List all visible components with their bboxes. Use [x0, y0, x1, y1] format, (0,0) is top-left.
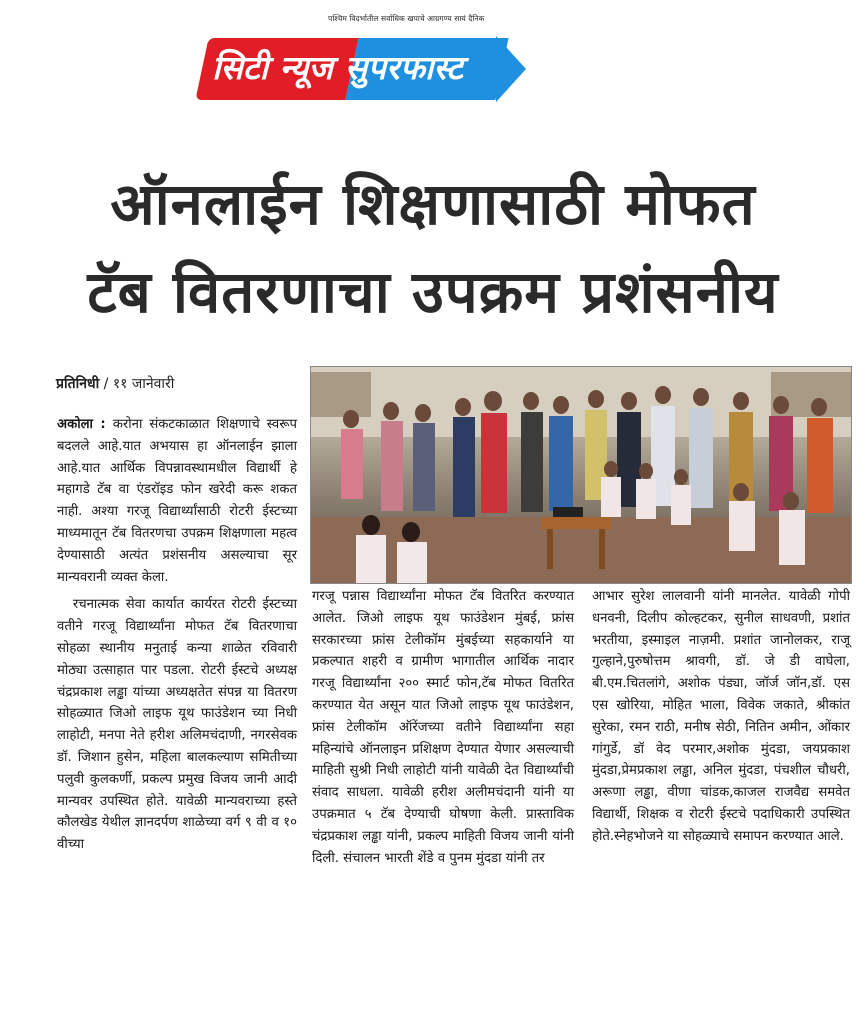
- article-paragraph-2: रचनात्मक सेवा कार्यात कार्यरत रोटरी ईस्टच्या वतीने गरजू विद्यार्थ्यांना मोफत टॅब वितरणाचा सोहळा स्थानीय मनुताई कन्या शाळेत रविवारी मोठ्या उत्साहात पार पडला. रोटरी ईस्टचे अध्यक्ष चंद्रप्रकाश लड्ढा यांच्या अध्यक्षतेत संपन्न या वितरण सोहळ्यात जिओ लाइफ यूथ फाउंडेशन च्या निधी लाहोटी, मनपा नेते हरीश अलिमचंदाणी, नगरसेवक डॉ. जिशान हुसेन, महिला बालकल्याण समितीच्या पलुवी कुलकर्णी, प्रकल्प प्रमुख विजय जानी आदी मान्यवर उपस्थित होते. यावेळी मान्यवराच्या हस्ते कौलखेड येथील ज्ञानदर्पण शाळेच्या वर्ग ९ वी व १० वीच्या: [57, 597, 297, 853]
- masthead-title-part1: सिटी न्यूज: [212, 48, 333, 87]
- article-column-3: [592, 586, 850, 848]
- article-column-2-text: गरजू पन्नास विद्यार्थ्यांना मोफत टॅब वितरित करण्यात आलेत. जिओ लाइफ यूथ फाउंडेशन मुंबई, फ्रांस सरकारच्या फ्रांस टेलीकॉम मुंबईच्या सहकार्याने या प्रकल्पात शहरी व ग्रामीण भागातील आर्थिक नादार गरजू विद्यार्थ्यांना २०० स्मार्ट फोन,टॅब मोफत वितरित करण्यात येत असून यात जिओ लाइफ यूथ फाउंडेशन, फ्रांस टेलीकॉम ऑरेंजच्या वतीने विद्यार्थ्यांना सहा महिन्यांचे ऑनलाइन प्रशिक्षण देण्यात येणार असल्याची माहिती सुश्री निधी लाहोटी यांनी यावेळी देत विद्यार्थ्यांची संवाद साधला. यावेळी हरीश अलीमचंदानी यांनी या उपक्रमात ५ टॅब देण्याची घोषणा केली. प्रास्ताविक चंद्रप्रकाश लड्ढा यांनी, प्रकल्प माहिती विजय जानी यांनी दिली. संचालन भारती शेंडे व पुनम मुंदडा यांनी तर: [312, 589, 574, 866]
- dateline: अकोला :: [57, 417, 106, 432]
- headline-line-1: ऑनलाईन शिक्षणासाठी मोफत: [110, 170, 756, 238]
- headline-line-2: टॅब वितरणाचा उपक्रम प्रशंसनीय: [87, 258, 779, 326]
- article-column-1: [57, 414, 297, 856]
- masthead-title-part2: सुपरफास्ट: [344, 48, 463, 87]
- article-paragraph-1: [57, 414, 297, 588]
- article-column-2: [312, 586, 574, 869]
- masthead-title: [212, 44, 512, 92]
- masthead-logo: [200, 14, 530, 102]
- group-photo: [310, 366, 852, 584]
- masthead-tagline: पश्चिम विदर्भातील सर्वाधिक खपाचे आग्रगण्य सायं दैनिक: [328, 14, 485, 23]
- byline-date: / ११ जानेवारी: [99, 376, 175, 392]
- byline-author: प्रतिनिधी: [56, 376, 100, 392]
- byline: [56, 374, 174, 393]
- photo-window: [311, 372, 371, 417]
- paragraph-1-text: करोना संकटकाळात शिक्षणाचे स्वरूप बदलले आहे.यात अभयास हा ऑनलाईन झाला आहे.यात आर्थिक विपन्नावस्थामधील विद्यार्थी हे महागडे टॅब वा एंडरॉइड फोन खरेदी करू शकत नाही. अश्या गरजू विद्यार्थ्यांसाठी रोटरी ईस्टच्या माध्यमातून टॅब वितरणचा उपक्रम शिक्षणाला महत्व देण्यासाठी अत्यंत प्रशंसनीय असल्याचा सूर मान्यवरानी व्यक्त केला.: [57, 417, 297, 585]
- article-headline: [20, 160, 846, 336]
- photo-table: [541, 517, 611, 529]
- group-photo-illustration: [311, 367, 851, 583]
- article-column-3-text: आभार सुरेश लालवानी यांनी मानलेत. यावेळी गोपी धनवनी, दिलीप कोल्हटकर, सुनील साधवणी, प्रशांत भरतीया, इस्माइल नाज़मी. प्रशांत जानोलकर, राजू गुल्हाने,पुरुषोत्तम श्रावगी, डॉ. जे डी वाघेला, बी.एम.चितलांगे, अशोक पंड्या, जॉर्ज जॉन,डॉ. एस एस खोरिया, मोहित भाला, विवेक जकाते, श्रीकांत सुरेका, रमन राठी, मनीष सेठी, नितिन अमीन, ओंकार गांगुर्डे, डॉ वेद परमार,अशोक मुंदडा, जयप्रकाश मुंदडा,प्रेमप्रकाश लड्ढा, अनिल मुंदडा, पंचशील चौधरी, अरूणा लड्ढा, वीणा चांडक,काजल राजवैद्य समवेत विद्यार्थी, शिक्षक व रोटरी ईस्टचे पदाधिकारी उपस्थित होते.स्नेहभोजने या सोहळ्याचे समापन करण्यात आले.: [592, 589, 850, 844]
